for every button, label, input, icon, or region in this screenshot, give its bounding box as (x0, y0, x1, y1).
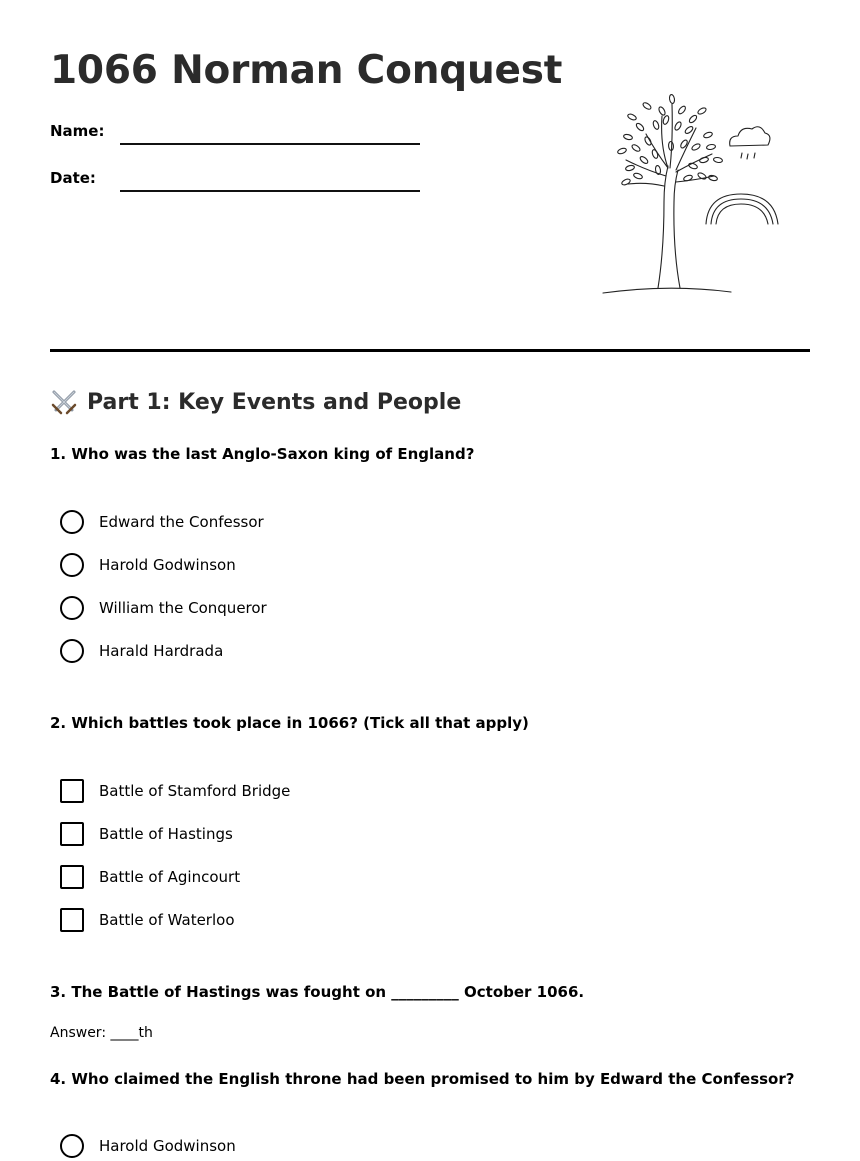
option-label: Battle of Stamford Bridge (99, 782, 291, 800)
question-2: 2. Which battles took place in 1066? (Tick all that apply) (50, 714, 529, 732)
q4-option[interactable] (60, 1134, 236, 1158)
q2-option[interactable] (60, 865, 240, 889)
q1-option[interactable] (60, 553, 236, 577)
option-label: Battle of Agincourt (99, 868, 241, 886)
option-label: Harold Godwinson (99, 1137, 236, 1155)
q2-option[interactable] (60, 779, 290, 803)
option-label: William the Conqueror (99, 599, 267, 617)
q2-option[interactable] (60, 908, 235, 932)
tree-illustration-icon (598, 90, 783, 300)
crossed-swords-icon (50, 388, 78, 416)
name-label: Name: (50, 122, 105, 140)
q1-option[interactable] (60, 639, 223, 663)
checkbox[interactable] (60, 822, 84, 846)
section-1-title: Part 1: Key Events and People (87, 389, 462, 415)
q2-option[interactable] (60, 822, 233, 846)
radio-button[interactable] (60, 510, 84, 534)
leaf-icons (617, 94, 723, 186)
question-1: 1. Who was the last Anglo-Saxon king of England? (50, 445, 475, 463)
radio-button[interactable] (60, 553, 84, 577)
question-3: 3. The Battle of Hastings was fought on _________ October 1066. (50, 983, 585, 1001)
radio-button[interactable] (60, 596, 84, 620)
section-divider (50, 349, 810, 352)
question-4: 4. Who claimed the English throne had been promised to him by Edward the Confessor? (50, 1070, 795, 1088)
section-1-heading (50, 388, 461, 416)
name-field[interactable] (120, 143, 420, 145)
q1-option[interactable] (60, 596, 267, 620)
option-label: Edward the Confessor (99, 513, 264, 531)
radio-button[interactable] (60, 1134, 84, 1158)
answer-blank[interactable]: Answer: ____th (50, 1025, 153, 1041)
checkbox[interactable] (60, 908, 84, 932)
checkbox[interactable] (60, 865, 84, 889)
option-label: Harold Godwinson (99, 556, 236, 574)
option-label: Harald Hardrada (99, 642, 224, 660)
checkbox[interactable] (60, 779, 84, 803)
date-label: Date: (50, 169, 96, 187)
radio-button[interactable] (60, 639, 84, 663)
option-label: Battle of Waterloo (99, 911, 235, 929)
q1-option[interactable] (60, 510, 264, 534)
worksheet-title: 1066 Norman Conquest (50, 48, 563, 93)
date-field[interactable] (120, 190, 420, 192)
option-label: Battle of Hastings (99, 825, 233, 843)
